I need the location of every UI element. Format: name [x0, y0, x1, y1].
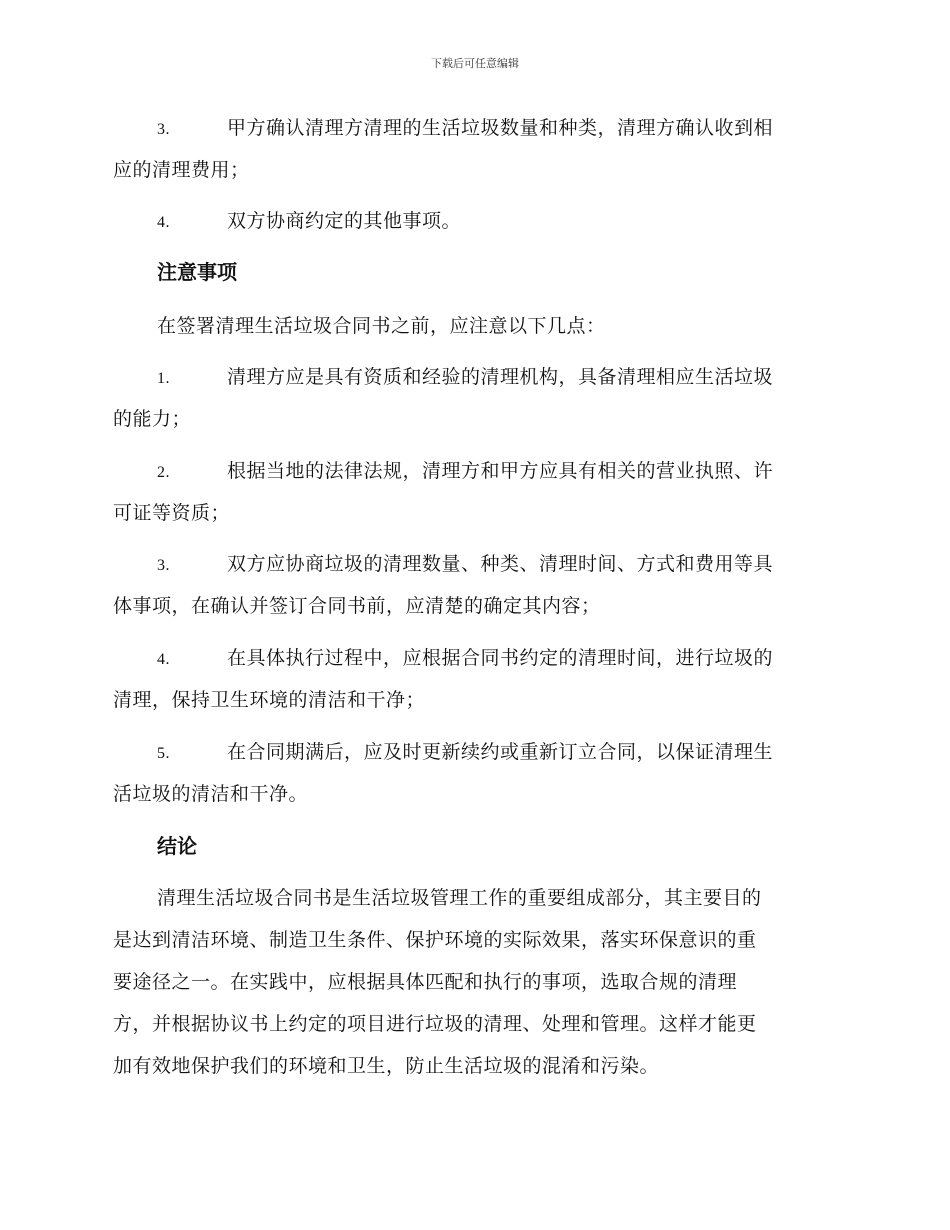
conclusion-line: 要途径之一。在实践中，应根据具体匹配和执行的事项，选取合规的清理 [113, 971, 738, 993]
section-heading-notes: 注意事项 [157, 260, 237, 284]
list-item [113, 731, 835, 815]
list-item-continuation: 的能力； [113, 408, 192, 430]
list-item-continuation: 应的清理费用； [113, 159, 250, 181]
list-item-number: 4. [157, 651, 170, 668]
list-item-continuation: 活垃圾的清洁和干净。 [113, 783, 309, 805]
list-item-first-line [113, 731, 835, 773]
conclusion-line: 方，并根据协议书上约定的项目进行垃圾的清理、处理和管理。这样才能更 [113, 1013, 757, 1035]
list-item-text: 甲方确认清理方清理的生活垃圾数量和种类，清理方确认收到相 [227, 117, 774, 139]
list-item [113, 637, 835, 721]
list-item-continuation: 体事项，在确认并签订合同书前，应清楚的确定其内容； [113, 595, 601, 617]
list-item-first-line [113, 356, 835, 398]
conclusion-line: 清理生活垃圾合同书是生活垃圾管理工作的重要组成部分，其主要目的 [157, 887, 762, 909]
list-item-text: 在具体执行过程中，应根据合同书约定的清理时间，进行垃圾的 [227, 647, 774, 669]
list-item [113, 543, 835, 627]
list-item-number: 3. [157, 557, 170, 574]
notes-intro-text: 在签署清理生活垃圾合同书之前，应注意以下几点： [157, 315, 606, 337]
section-heading-conclusion: 结论 [157, 834, 197, 858]
list-item-first-line [113, 200, 835, 242]
conclusion-line: 加有效地保护我们的环境和卫生，防止生活垃圾的混淆和污染。 [113, 1055, 660, 1077]
list-item-first-line [113, 107, 835, 149]
list-item-number: 5. [157, 745, 170, 762]
list-item-text: 双方应协商垃圾的清理数量、种类、清理时间、方式和费用等具 [227, 553, 774, 575]
notes-intro [113, 305, 835, 347]
list-item [113, 200, 835, 242]
conclusion-line: 是达到清洁环境、制造卫生条件、保护环境的实际效果，落实环保意识的重 [113, 929, 757, 951]
list-item-continuation: 可证等资质； [113, 502, 231, 524]
list-item-first-line [113, 543, 835, 585]
list-item-text: 清理方应是具有资质和经验的清理机构，具备清理相应生活垃圾 [227, 366, 774, 388]
list-item-number: 3. [157, 121, 170, 138]
list-item [113, 356, 835, 440]
list-item-first-line [113, 450, 835, 492]
conclusion-paragraph [113, 877, 835, 1087]
list-item-number: 4. [157, 214, 170, 231]
list-item-number: 1. [157, 370, 170, 387]
list-item-first-line [113, 637, 835, 679]
list-item-text: 根据当地的法律法规，清理方和甲方应具有相关的营业执照、许 [227, 460, 774, 482]
list-item-text: 在合同期满后，应及时更新续约或重新订立合同，以保证清理生 [227, 741, 774, 763]
list-item [113, 107, 835, 191]
list-item-number: 2. [157, 464, 170, 481]
page-header: 下载后可任意编辑 [431, 57, 519, 70]
list-item-continuation: 清理，保持卫生环境的清洁和干净； [113, 689, 426, 711]
list-item-text: 双方协商约定的其他事项。 [227, 210, 462, 232]
list-item [113, 450, 835, 534]
